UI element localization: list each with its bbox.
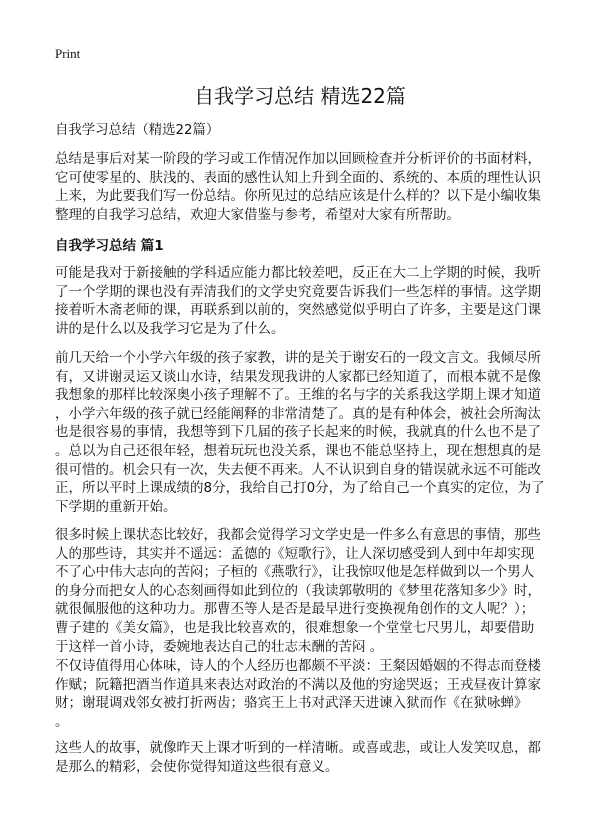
text-line: 前几天给一个小学六年级的孩子家教，讲的是关于谢安石的一段文言文。我倾尽所 [55,350,541,366]
text-line: 就很佩服他的这种功力。那曹丕等人是否是最早进行变换视角创作的文人呢？）； [55,601,535,618]
section-heading: 自我学习总结 篇1 [55,238,164,254]
text-line: 总结是事后对某一阶段的学习或工作情况作加以回顾检查并分析评价的书面材料， [55,151,541,167]
text-line: 作赋；阮籍把酒当作道具来表达对政治的不满以及他的穷途哭返；王戎昼夜计算家 [55,676,541,693]
intro-paragraph [55,150,555,224]
text-line: 很多时候上课状态比较好，我都会觉得学习文学史是一件多么有意思的事情，那些 [55,527,541,543]
page-title: 自我学习总结 精选22篇 [194,84,406,108]
text-line: 。 [55,713,69,730]
text-line: 是那么的精彩，会使你觉得知道这些很有意义。 [55,758,339,775]
text-line: 上来，为此要我们写一份总结。你所见过的总结应该是什么样的？以下是小编收集 [55,188,541,205]
paragraph-3 [55,526,555,656]
text-line: 的身分而把女人的心态刻画得如此到位的（我读郭敬明的《梦里花落知多少》时， [55,582,541,599]
paragraph-1 [55,264,555,338]
document-subtitle: 自我学习总结（精选22篇） [55,123,220,138]
text-line: 下学期的重新开始。 [55,498,177,515]
text-line: 接着听木斋老师的课，再联系到以前的，突然感觉似乎明白了许多，主要是这门课 [55,302,541,319]
text-line: 也是很容易的事情，我想等到下几届的孩子长起来的时候，我就真的什么也不是了 [55,424,541,441]
paragraph-2 [55,349,555,516]
print-link[interactable]: Print [55,46,81,61]
text-line: 它可使零星的、肤浅的、表面的感性认知上升到全面的、系统的、本质的理性认识 [55,169,541,186]
text-line: 讲的是什么以及我学习它是为了什么。 [55,320,285,337]
text-line: 了一个学期的课也没有弄清我们的文学史究竟要告诉我们一些怎样的事情。这学期 [55,283,541,300]
text-line: 财；谢琨调戏邻女被打折两齿；骆宾王上书对武泽天进谏入狱而作《在狱咏蝉》 [55,695,528,712]
text-line: 整理的自我学习总结，欢迎大家借鉴与参考，希望对大家有所帮助。 [55,206,460,223]
text-line: 有，又讲谢灵运又谈山水诗，结果发现我讲的人家都已经知道了，而根本就不是像 [55,368,541,385]
paragraph-5 [55,739,555,776]
text-line: 不了心中伟大志向的苦闷；子桓的《燕歌行》，让我惊叹他是怎样做到以一个男人 [55,564,535,581]
text-line: 不仅诗值得用心体味，诗人的个人经历也都颇不平淡：王粲因婚姻的不得志而登楼 [55,658,541,674]
text-line: 我想象的那样比较深奥小孩子理解不了。王维的名与字的关系我这学期上课才知道 [55,387,541,404]
text-line: 曹子建的《美女篇》，也是我比较喜欢的，很难想象一个堂堂七尺男儿，却要借助 [55,619,535,636]
text-line: 这些人的故事，就像昨天上课才听到的一样清晰。或喜或悲，或让人发笑叹息，都 [55,740,541,756]
paragraph-4 [55,657,555,731]
text-line: 很可惜的。机会只有一次，失去便不再来。人不认识到自身的错误就永远不可能改 [55,461,541,478]
text-line: 可能是我对于新接触的学科适应能力都比较差吧，反正在大二上学期的时候，我听 [55,265,541,281]
text-line: 于这样一首小诗，委婉地表达自己的壮志未酬的苦闷 。 [55,638,384,655]
text-line: 。总以为自己还很年轻，想着玩玩也没关系，课也不能总坚持上，现在想想真的是 [55,442,541,459]
text-line: ，小学六年级的孩子就已经能阐释的非常清楚了。真的是有种体会，被社会所淘汰 [55,405,541,422]
text-line: 正，所以平时上课成绩的8分，我给自己打0分，为了给自己一个真实的定位，为了 [55,480,545,497]
text-line: 人的那些诗，其实并不遥远：孟德的《短歌行》，让人深切感受到人到中年却实现 [55,545,535,562]
